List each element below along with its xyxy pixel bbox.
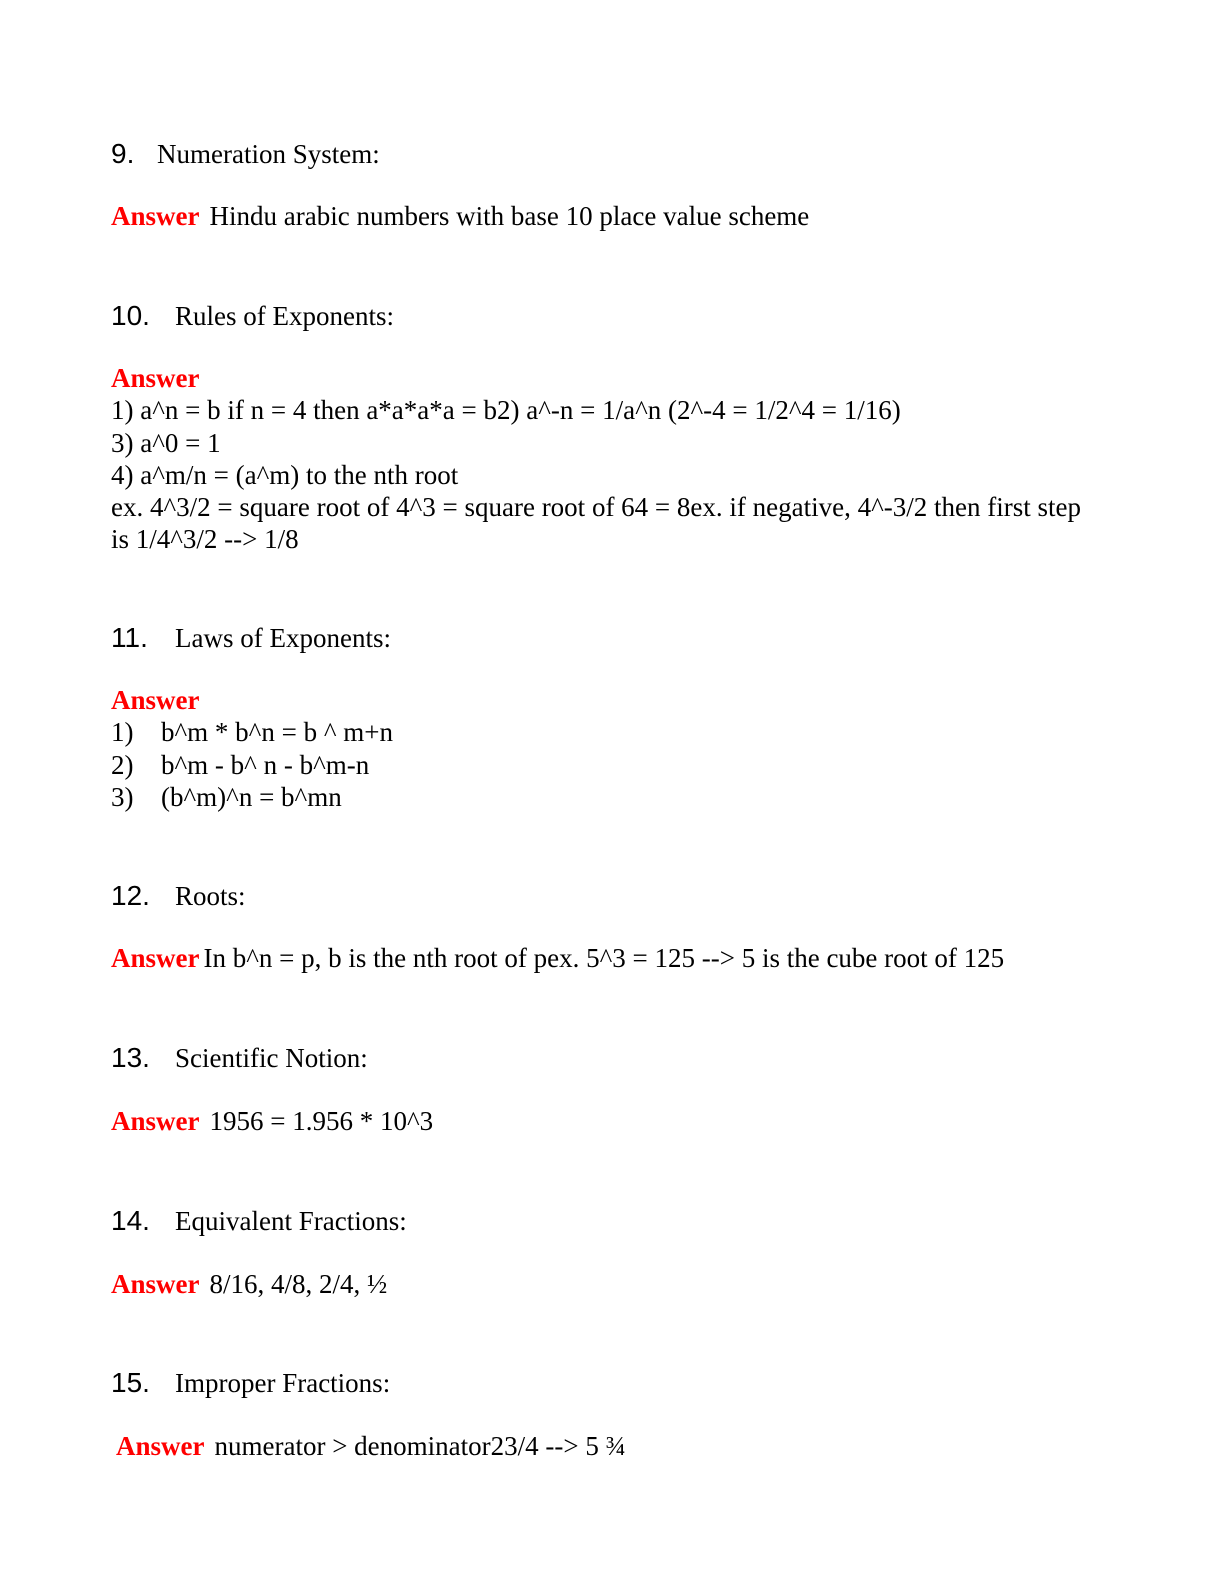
question-13-answer <box>111 1105 433 1137</box>
answer-line: 4) a^m/n = (a^m) to the nth root <box>111 459 459 490</box>
question-15-heading <box>111 1366 390 1400</box>
answer-line: ex. 4^3/2 = square root of 4^3 = square root of 64 = 8ex. if negative, 4^-3/2 then first step <box>111 492 1081 523</box>
answer-label: Answer <box>111 1269 200 1299</box>
question-number: 11. <box>111 622 148 653</box>
list-item <box>111 781 393 813</box>
question-number: 13. <box>111 1042 150 1073</box>
answer-text: Hindu arabic numbers with base 10 place value scheme <box>209 201 810 231</box>
question-title: Roots: <box>175 881 246 911</box>
answer-text: In b^n = p, b is the nth root of pex. 5^3 = 125 --> 5 is the cube root of 125 <box>203 943 1005 973</box>
question-number: 9. <box>111 138 135 169</box>
question-10-heading <box>111 299 394 333</box>
question-14-heading <box>111 1204 407 1238</box>
answer-text: numerator > denominator23/4 --> 5 ¾ <box>214 1431 626 1461</box>
list-item <box>111 749 393 781</box>
question-title: Rules of Exponents: <box>175 301 394 331</box>
question-number: 10. <box>111 300 150 331</box>
question-9-answer <box>111 200 809 232</box>
question-title: Scientific Notion: <box>175 1043 368 1073</box>
answer-label: Answer <box>111 363 200 393</box>
question-9-heading <box>111 137 380 171</box>
answer-label: Answer <box>111 1106 200 1136</box>
question-12-answer <box>111 942 1004 974</box>
question-10-answer <box>111 362 1081 556</box>
list-item-number: 2) <box>111 749 134 780</box>
question-number: 12. <box>111 880 150 911</box>
list-item-text: b^m - b^ n - b^m-n <box>161 749 370 780</box>
answer-text: 1956 = 1.956 * 10^3 <box>209 1106 434 1136</box>
answer-line: 1) a^n = b if n = 4 then a*a*a*a = b2) a^-n = 1/a^n (2^-4 = 1/2^4 = 1/16) <box>111 395 901 426</box>
question-number: 15. <box>111 1367 150 1398</box>
question-number: 14. <box>111 1205 150 1236</box>
question-11-answer <box>111 684 393 813</box>
list-item <box>111 716 393 748</box>
list-item-number: 3) <box>111 781 134 812</box>
question-15-answer <box>116 1430 626 1462</box>
question-title: Laws of Exponents: <box>175 623 391 653</box>
answer-label: Answer <box>111 685 200 715</box>
answer-line: is 1/4^3/2 --> 1/8 <box>111 524 299 555</box>
answer-label: Answer <box>111 201 200 231</box>
question-12-heading <box>111 879 246 913</box>
list-item-text: b^m * b^n = b ^ m+n <box>161 717 393 748</box>
answer-text: 8/16, 4/8, 2/4, ½ <box>209 1269 388 1299</box>
list-item-number: 1) <box>111 717 134 748</box>
question-11-heading <box>111 621 391 655</box>
question-13-heading <box>111 1041 368 1075</box>
question-title: Numeration System: <box>157 139 380 169</box>
answer-label: Answer <box>111 943 200 973</box>
question-title: Equivalent Fractions: <box>175 1206 407 1236</box>
question-14-answer <box>111 1268 387 1300</box>
list-item-text: (b^m)^n = b^mn <box>161 781 342 812</box>
question-title: Improper Fractions: <box>175 1368 391 1398</box>
answer-label: Answer <box>116 1431 205 1461</box>
answer-line: 3) a^0 = 1 <box>111 427 221 458</box>
